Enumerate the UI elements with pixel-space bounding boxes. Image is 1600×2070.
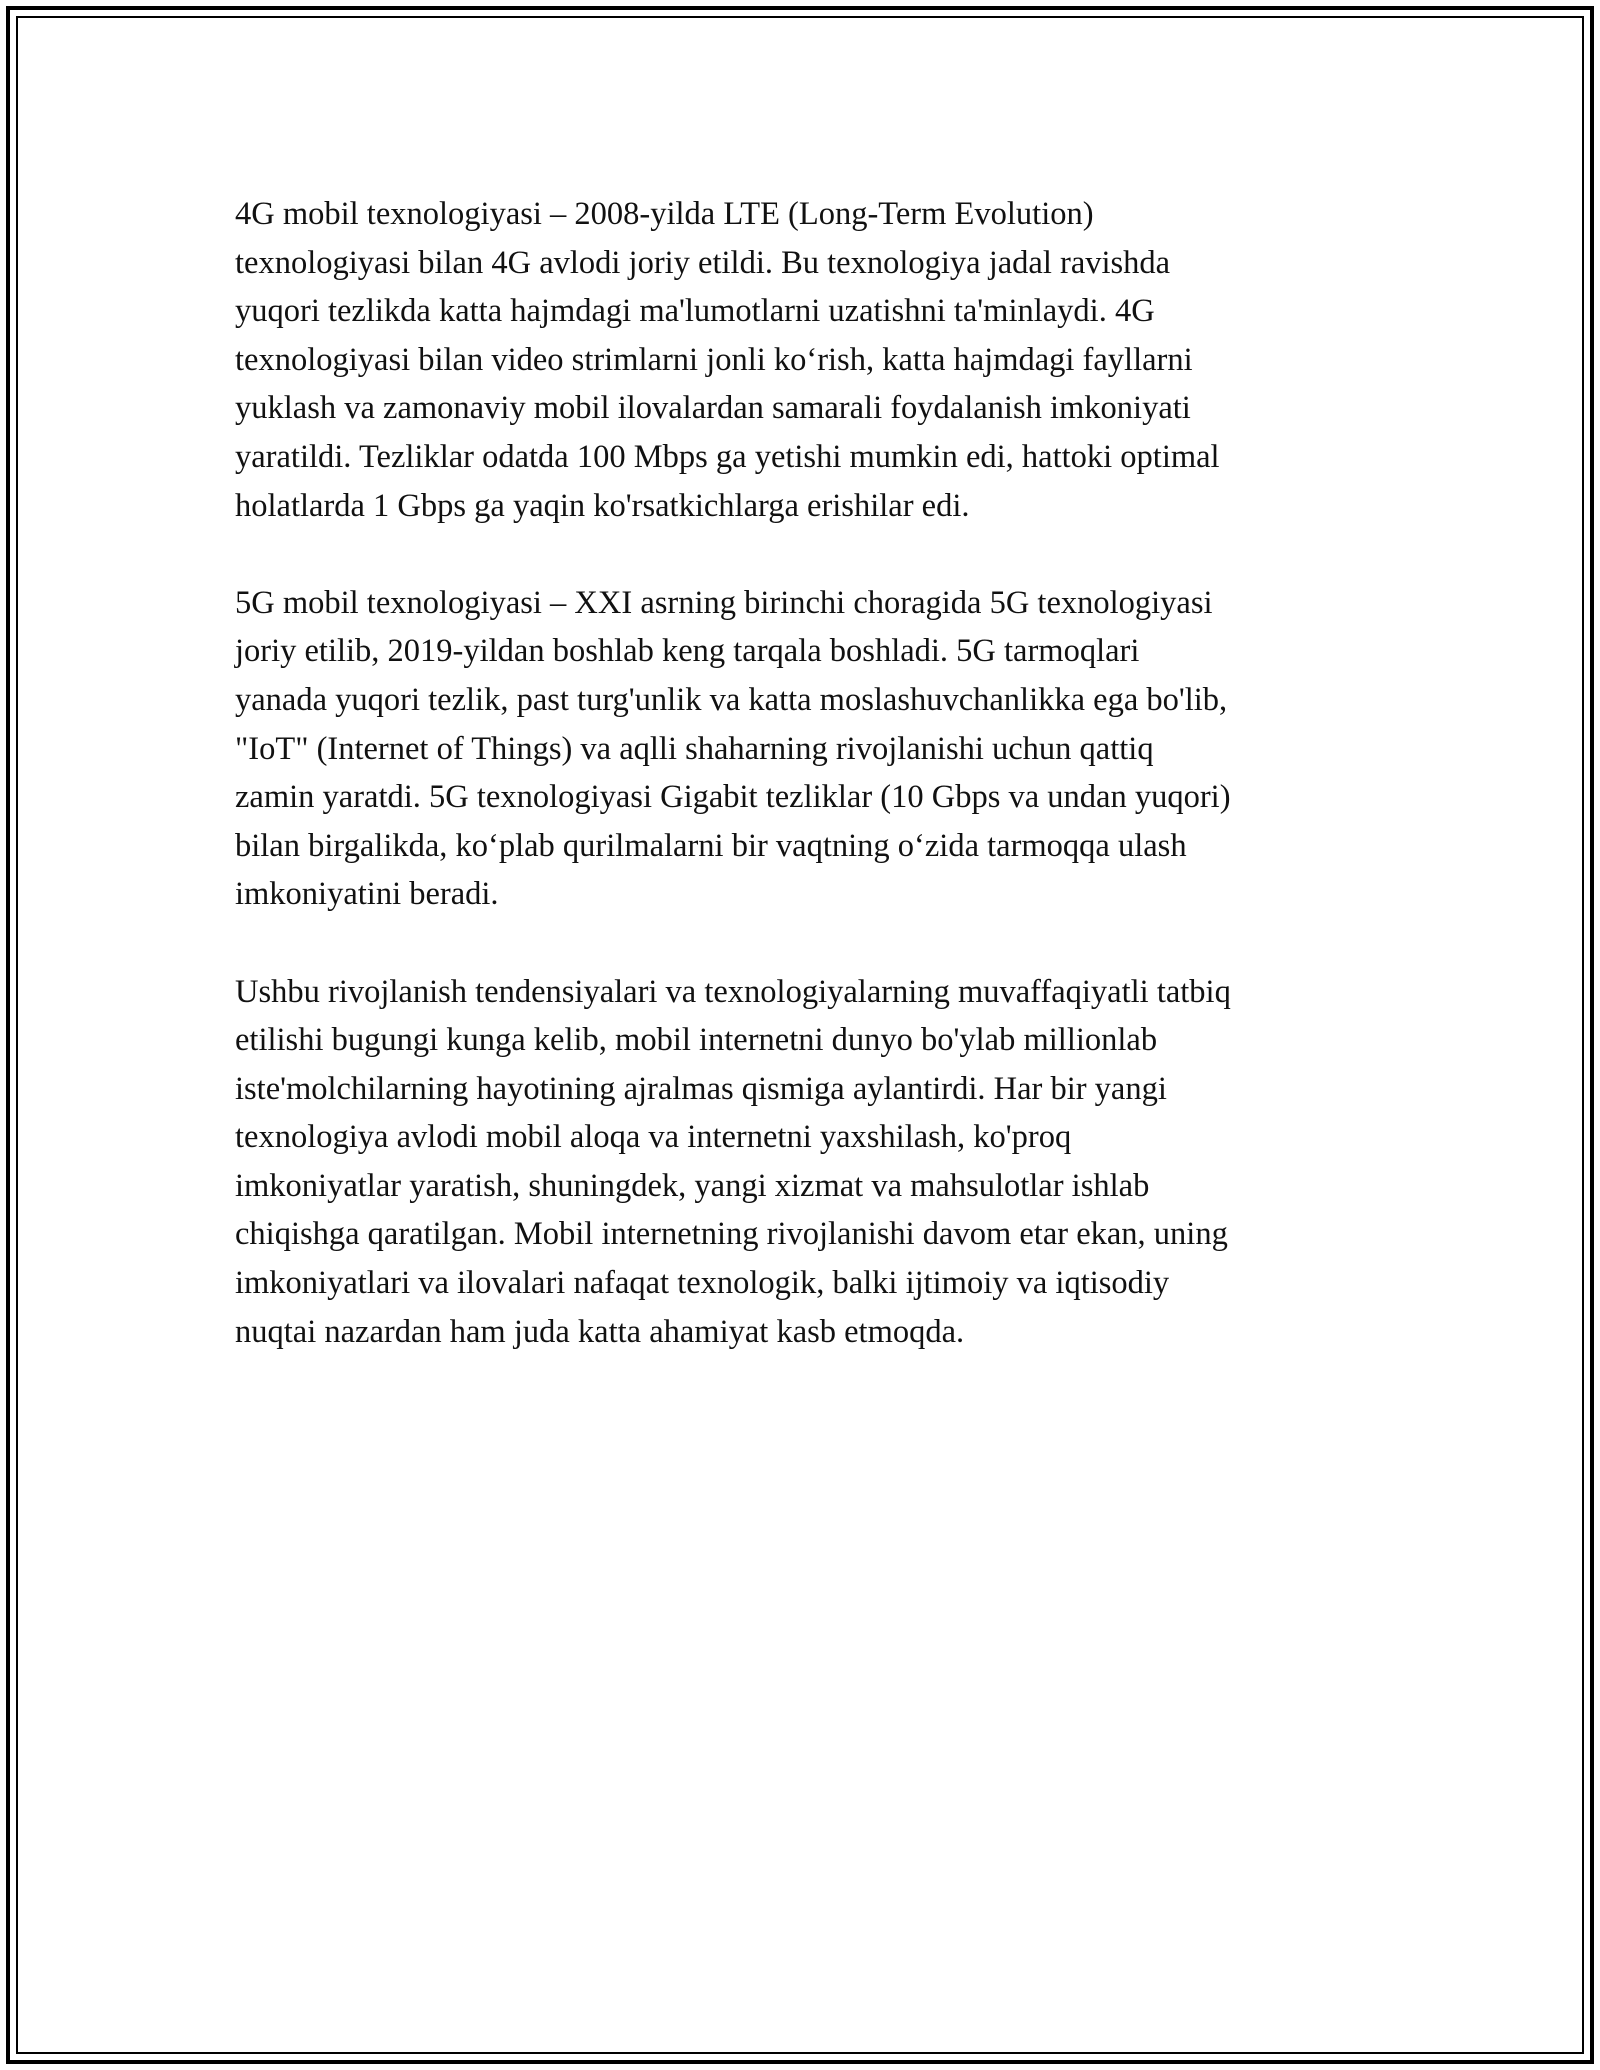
text-line: "IoT" (Internet of Things) va aqlli shaharning rivojlanishi uchun qattiq xyxy=(235,730,1154,767)
text-line: bilan birgalikda, koʻplab qurilmalarni bir vaqtning oʻzida tarmoqqa ulash xyxy=(235,827,1187,864)
document-body xyxy=(235,190,1385,1405)
text-line: Ushbu rivojlanish tendensiyalari va texnologiyalarning muvaffaqiyatli tatbiq xyxy=(235,973,1231,1010)
text-line: imkoniyatini beradi. xyxy=(235,876,499,913)
text-line: yuqori tezlikda katta hajmdagi ma'lumotlarni uzatishni ta'minlaydi. 4G xyxy=(235,293,1155,330)
text-line: yaratildi. Tezliklar odatda 100 Mbps ga yetishi mumkin edi, hattoki optimal xyxy=(235,438,1220,475)
text-line: yuklash va zamonaviy mobil ilovalardan samarali foydalanish imkoniyati xyxy=(235,390,1191,427)
paragraph-conclusion xyxy=(235,968,1385,1357)
text-line: etilishi bugungi kunga kelib, mobil internetni dunyo bo'ylab millionlab xyxy=(235,1022,1158,1059)
text-line: imkoniyatlari va ilovalari nafaqat texnologik, balki ijtimoiy va iqtisodiy xyxy=(235,1265,1170,1302)
paragraph-5g xyxy=(235,579,1385,919)
text-line: texnologiya avlodi mobil aloqa va internetni yaxshilash, ko'proq xyxy=(235,1119,1072,1156)
text-line: iste'molchilarning hayotining ajralmas qismiga aylantirdi. Har bir yangi xyxy=(235,1070,1167,1107)
text-line: texnologiyasi bilan video strimlarni jonli koʻrish, katta hajmdagi fayllarni xyxy=(235,341,1193,378)
text-line: imkoniyatlar yaratish, shuningdek, yangi xizmat va mahsulotlar ishlab xyxy=(235,1167,1150,1204)
text-line: joriy etilib, 2019-yildan boshlab keng tarqala boshladi. 5G tarmoqlari xyxy=(235,633,1140,670)
text-line: holatlarda 1 Gbps ga yaqin ko'rsatkichlarga erishilar edi. xyxy=(235,487,970,524)
text-line: 5G mobil texnologiyasi – XXI asrning birinchi choragida 5G texnologiyasi xyxy=(235,584,1213,621)
text-line: zamin yaratdi. 5G texnologiyasi Gigabit tezliklar (10 Gbps va undan yuqori) xyxy=(235,779,1231,816)
text-line: chiqishga qaratilgan. Mobil internetning rivojlanishi davom etar ekan, uning xyxy=(235,1216,1228,1253)
text-line: yanada yuqori tezlik, past turg'unlik va katta moslashuvchanlikka ega bo'lib, xyxy=(235,681,1228,718)
text-line: texnologiyasi bilan 4G avlodi joriy etildi. Bu texnologiya jadal ravishda xyxy=(235,244,1171,281)
paragraph-4g xyxy=(235,190,1385,530)
text-line: nuqtai nazardan ham juda katta ahamiyat kasb etmoqda. xyxy=(235,1313,965,1350)
text-line: 4G mobil texnologiyasi – 2008-yilda LTE (Long-Term Evolution) xyxy=(235,196,1094,232)
